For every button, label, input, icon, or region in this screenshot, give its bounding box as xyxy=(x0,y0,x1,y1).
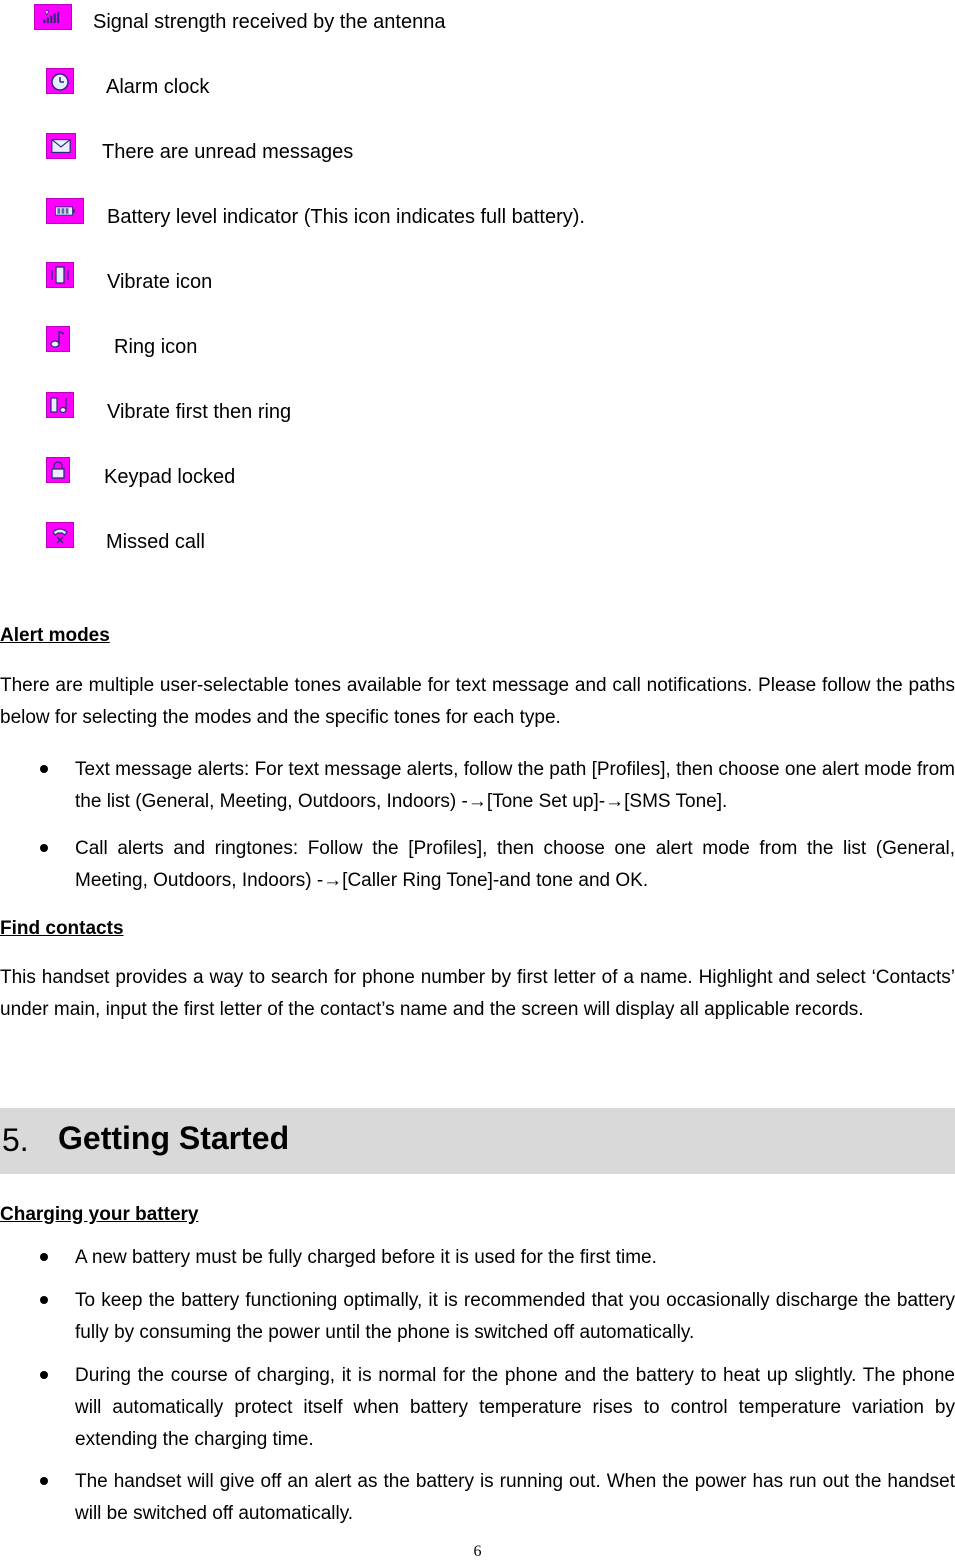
section-number: 5. xyxy=(2,1122,29,1158)
vibrate-then-ring-icon xyxy=(46,392,74,418)
keypad-lock-icon xyxy=(46,457,70,483)
alert-modes-heading: Alert modes xyxy=(0,625,110,646)
message-icon xyxy=(46,133,76,159)
icon-label: Battery level indicator (This icon indicates full battery). xyxy=(107,206,585,228)
ring-icon xyxy=(46,326,70,352)
bullet-dot xyxy=(40,1296,48,1304)
icon-label: Missed call xyxy=(106,531,205,553)
section-title: Getting Started xyxy=(58,1120,290,1156)
bullet-dot xyxy=(40,1477,48,1485)
list-item-text: To keep the battery functioning optimally, it is recommended that you occasionally discharge the battery fully by consuming the power until the phone is switched off automatically. xyxy=(75,1290,955,1343)
bullet-dot xyxy=(40,844,48,852)
icon-label: Vibrate first then ring xyxy=(107,401,292,423)
bullet-dot xyxy=(40,1253,48,1261)
alarm-clock-icon xyxy=(46,68,74,94)
icon-label: Vibrate icon xyxy=(107,271,213,293)
icon-label: Keypad locked xyxy=(104,466,236,488)
find-contacts-heading: Find contacts xyxy=(0,918,124,939)
missed-call-icon xyxy=(46,522,74,548)
bullet-dot xyxy=(40,1371,48,1379)
icon-label: There are unread messages xyxy=(102,141,354,163)
section-header xyxy=(0,1108,955,1174)
icon-label: Signal strength received by the antenna xyxy=(93,11,446,33)
vibrate-icon xyxy=(46,262,74,288)
alert-modes-intro: There are multiple user-selectable tones available for text message and call notifications. Please follow the paths below for selecting the modes and the specific tones for each type. xyxy=(0,675,955,728)
bullet-dot xyxy=(40,765,48,773)
icon-label: Alarm clock xyxy=(106,76,210,98)
list-item-text: The handset will give off an alert as the battery is running out. When the power has run out the handset will be switched off automatically. xyxy=(75,1471,955,1524)
list-item-text: Text message alerts: For text message alerts, follow the path [Profiles], then choose one alert mode from the list (General, Meeting, Outdoors, Indoors) -→[Tone Set up]-→[SMS Tone]. xyxy=(75,759,955,812)
page-number: 6 xyxy=(473,1543,482,1560)
signal-icon xyxy=(34,4,72,30)
list-item-text: A new battery must be fully charged before it is used for the first time. xyxy=(75,1247,657,1268)
icon-label: Ring icon xyxy=(114,336,198,358)
list-item-text: Call alerts and ringtones: Follow the [Profiles], then choose one alert mode from the list (General, Meeting, Outdoors, Indoors) -→[Caller Ring Tone]-and tone and OK. xyxy=(75,838,955,891)
charging-heading: Charging your battery xyxy=(0,1204,199,1225)
list-item-text: During the course of charging, it is normal for the phone and the battery to heat up slightly. The phone will automatically protect itself when battery temperature rises to control temperature variation by extending the charging time. xyxy=(75,1365,955,1450)
find-contacts-text: This handset provides a way to search for phone number by first letter of a name. Highlight and select ‘Contacts’ under main, input the first letter of the contact’s name and the screen will display all applicable records. xyxy=(0,967,955,1020)
battery-icon xyxy=(46,198,84,224)
